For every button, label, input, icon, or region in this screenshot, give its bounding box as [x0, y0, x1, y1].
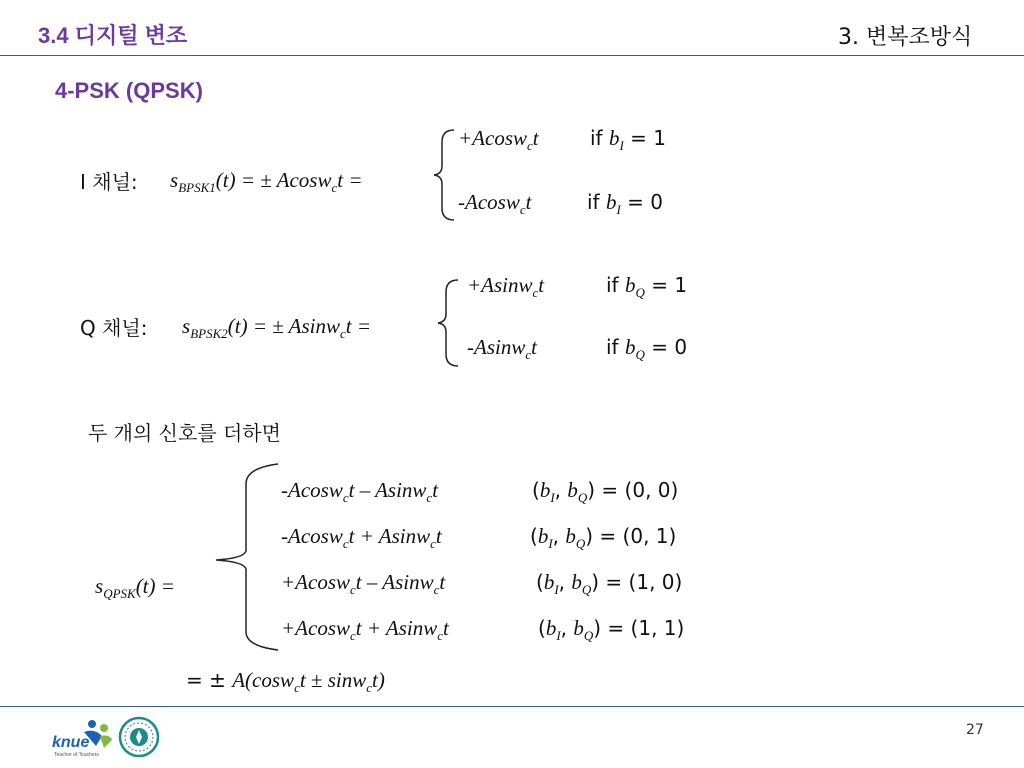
i-channel-lhs: $s_{BPSK1}(t)$ = ± Acosw$_c$t = [170, 168, 363, 196]
q-channel-brace [436, 278, 466, 368]
qpsk-row-expr: -Acosw$_c$t + Asinw$_c$t [281, 524, 442, 552]
section-title: 3.4 디지털 변조 [38, 23, 188, 48]
q-case2-condition: if $b_Q = 0$ [606, 335, 688, 362]
footer-rule [0, 706, 1024, 707]
qpsk-row-expr: +Acosw$_c$t – Asinw$_c$t [281, 570, 446, 598]
i-case1-condition: if $b_I = 1$ [590, 126, 667, 153]
subtitle: 4-PSK (QPSK) [55, 78, 203, 103]
i-case2-expr: -Acosw$_c$t [458, 190, 532, 218]
qpsk-row-bits: ($b_I$, $b_Q) = (0$, 1) [530, 524, 677, 551]
q-channel-label: Q 채널: [80, 316, 148, 340]
i-case1-expr: +Acosw$_c$t [458, 126, 539, 154]
qpsk-row-bits: ($b_I$, $b_Q) = (1$, 0) [536, 570, 683, 597]
header-rule [0, 55, 1024, 56]
q-case1-expr: +Asinw$_c$t [467, 273, 545, 301]
qpsk-lhs: $s_{QPSK}(t)$ = [95, 574, 175, 602]
qpsk-row-expr: +Acosw$_c$t + Asinw$_c$t [281, 616, 449, 644]
final-equation: = ± A(cosw$_c$t ± sinw$_c$t) [186, 668, 385, 695]
chapter-title: 3. 변복조방식 [838, 25, 973, 50]
q-case1-condition: if $b_Q = 1$ [606, 273, 688, 300]
sum-text: 두 개의 신호를 더하면 [88, 421, 281, 445]
knue-logo [52, 718, 114, 758]
i-channel-label: I 채널: [80, 170, 138, 194]
q-channel-lhs: $s_{BPSK2}(t)$ = ± Asinw$_c$t = [182, 314, 372, 342]
knue-logo-text: knue [52, 734, 90, 751]
page-number: 27 [966, 722, 984, 738]
qpsk-row-expr: -Acosw$_c$t – Asinw$_c$t [281, 478, 439, 506]
qpsk-brace [212, 462, 282, 652]
q-case2-expr: -Asinw$_c$t [467, 335, 537, 363]
knue-logo-tagline: Teacher of Teachers [54, 752, 99, 758]
qpsk-row-bits: ($b_I$, $b_Q) = (1$, 1) [538, 616, 685, 643]
qpsk-row-bits: ($b_I$, $b_Q) = (0$, 0) [532, 478, 679, 505]
university-seal-icon [118, 716, 160, 758]
i-case2-condition: if $b_I = 0$ [587, 190, 664, 217]
